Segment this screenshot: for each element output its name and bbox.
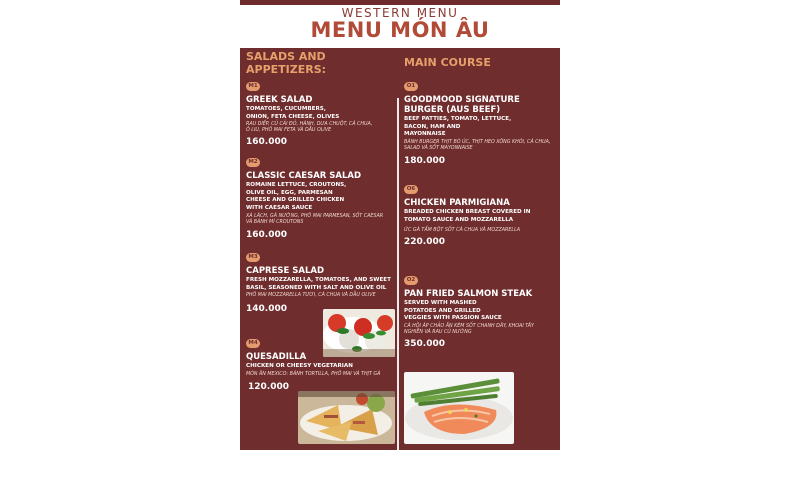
item-description [404,300,502,323]
vi-line: NGHIỀN VÀ RAU CỦ NƯỚNG [404,330,472,335]
item-price: 140.000 [246,304,287,314]
menu-subtitle: WESTERN MENU [341,6,459,20]
item-name [404,198,510,208]
item-description [404,209,530,224]
item-code-badge: O1 [404,82,418,91]
desc-line: OLIVE OIL, EGG, PARMESAN [246,189,333,196]
item-vietnamese-description [404,324,534,336]
item-vietnamese-description [404,140,551,152]
name-line: PAN FRIED SALMON STEAK [404,289,533,299]
name-line: CHICKEN PARMIGIANA [404,198,510,208]
item-price: 160.000 [246,137,287,147]
item-code-badge: O2 [404,276,418,285]
desc-line: POTATOES AND GRILLED [404,307,481,314]
item-name: QUESADILLA [246,352,307,362]
item-vietnamese-description [404,228,520,234]
item-code-badge: M4 [246,339,260,348]
desc-line: BEEF PATTIES, TOMATO, LETTUCE, [404,116,512,122]
item-description [246,106,339,121]
desc-line: BASIL, SEASONED WITH SALT AND OLIVE OIL [246,284,387,291]
salads-title-line2: APPETIZERS: [246,63,327,76]
desc-line: BREADED CHICKEN BREAST COVERED IN [404,209,531,215]
item-price: 120.000 [248,382,289,392]
item-name [404,289,532,299]
salmon-steak-image [404,372,514,444]
item-name: GREEK SALAD [246,95,313,105]
desc-line: VEGGIES WITH PASSION SAUCE [404,315,502,321]
desc-line: SERVED WITH MASHED [404,300,477,306]
quesadilla-photo [298,391,395,444]
vi-line: CÁ HỒI ÁP CHẢO ĂN KÈM SỐT CHANH DÂY, KHOAI TÂY [404,324,534,329]
name-line: GOODMOOD SIGNATURE [404,95,520,105]
vi-line: MÓN ĂN MEXICO: BÁNH TORTILLA, PHÔ MAI VÀ THỊT GÀ [246,372,381,377]
desc-line: BACON, HAM AND [404,123,461,130]
desc-line: CHEESE AND GRILLED CHICKEN [246,197,345,203]
item-price: 160.000 [246,230,287,240]
item-description [246,182,346,212]
column-divider [397,98,399,488]
caprese-salad-photo [323,309,395,357]
item-description [246,277,391,292]
menu-title: MENU MÓN ÂU [310,18,490,42]
item-price: 220.000 [404,237,445,247]
vi-line: BÁNH BURGER THỊT BÒ ÚC, THỊT HEO XÔNG KHÓI, CÀ CHUA, [404,140,551,145]
item-description [404,116,511,139]
desc-line: TOMATOES, CUCUMBERS, [246,106,326,112]
desc-line: MAYONNAISE [404,131,446,137]
item-vietnamese-description [246,372,380,378]
item-price: 180.000 [404,156,445,166]
vi-line: Ô LIU, PHÔ MAI FETA VÀ DẦU OLIVE [246,128,332,133]
salmon-steak-photo [404,372,514,444]
item-code-badge: M3 [246,253,260,262]
desc-line: FRESH MOZZARELLA, TOMATOES, AND SWEET [246,277,391,283]
desc-line: ROMAINE LETTUCE, CROUTONS, [246,182,347,188]
item-code-badge: M2 [246,158,260,167]
item-description [246,363,353,371]
desc-line: CHICKEN OR CHEESY VEGETARIAN [246,363,353,369]
caprese-salad-image [323,309,395,357]
desc-line: ONION, FETA CHEESE, OLIVES [246,113,340,120]
desc-line: WITH CAESAR SAUCE [246,204,313,211]
item-code-badge: O6 [404,185,418,194]
vi-line: ỨC GÀ TẨM BỘT SỐT CÀ CHUA VÀ MOZZARELLA [404,228,521,233]
name-line: BURGER (AUS BEEF) [404,105,501,115]
item-code-badge: M1 [246,82,260,91]
menu-page [240,0,560,450]
vi-line: PHÔ MAI MOZZARELLA TƯƠI, CÀ CHUA VÀ DẦU OLIVE [246,293,376,298]
item-vietnamese-description [246,293,376,299]
item-name: CLASSIC CAESAR SALAD [246,171,362,181]
salads-title-line1: SALADS AND [246,50,326,63]
salads-section-title [246,50,326,76]
item-vietnamese-description [246,122,372,134]
vi-line: SALAD VÀ SỐT MAYONNAISE [404,146,473,151]
vi-line: XÀ LÁCH, GÀ NƯỚNG, PHÔ MAI PARMESAN, SỐT CAESAR [246,214,384,219]
vi-line: RAU DIẾP, CỦ CẢI ĐỎ, HÀNH, DƯA CHUỘT, CÀ CHUA, [246,122,373,127]
desc-line: TOMATO SAUCE AND MOZZARELLA [404,216,514,223]
item-name [404,95,520,115]
item-vietnamese-description [246,214,383,226]
vi-line: VÀ BÁNH MÌ CROUTONS [246,220,304,225]
main-course-section-title: MAIN COURSE [404,56,491,69]
item-price: 350.000 [404,339,445,349]
item-name: CAPRESE SALAD [246,266,325,276]
top-bar [240,0,560,5]
menu-panel [240,48,560,450]
quesadilla-image [298,391,395,444]
